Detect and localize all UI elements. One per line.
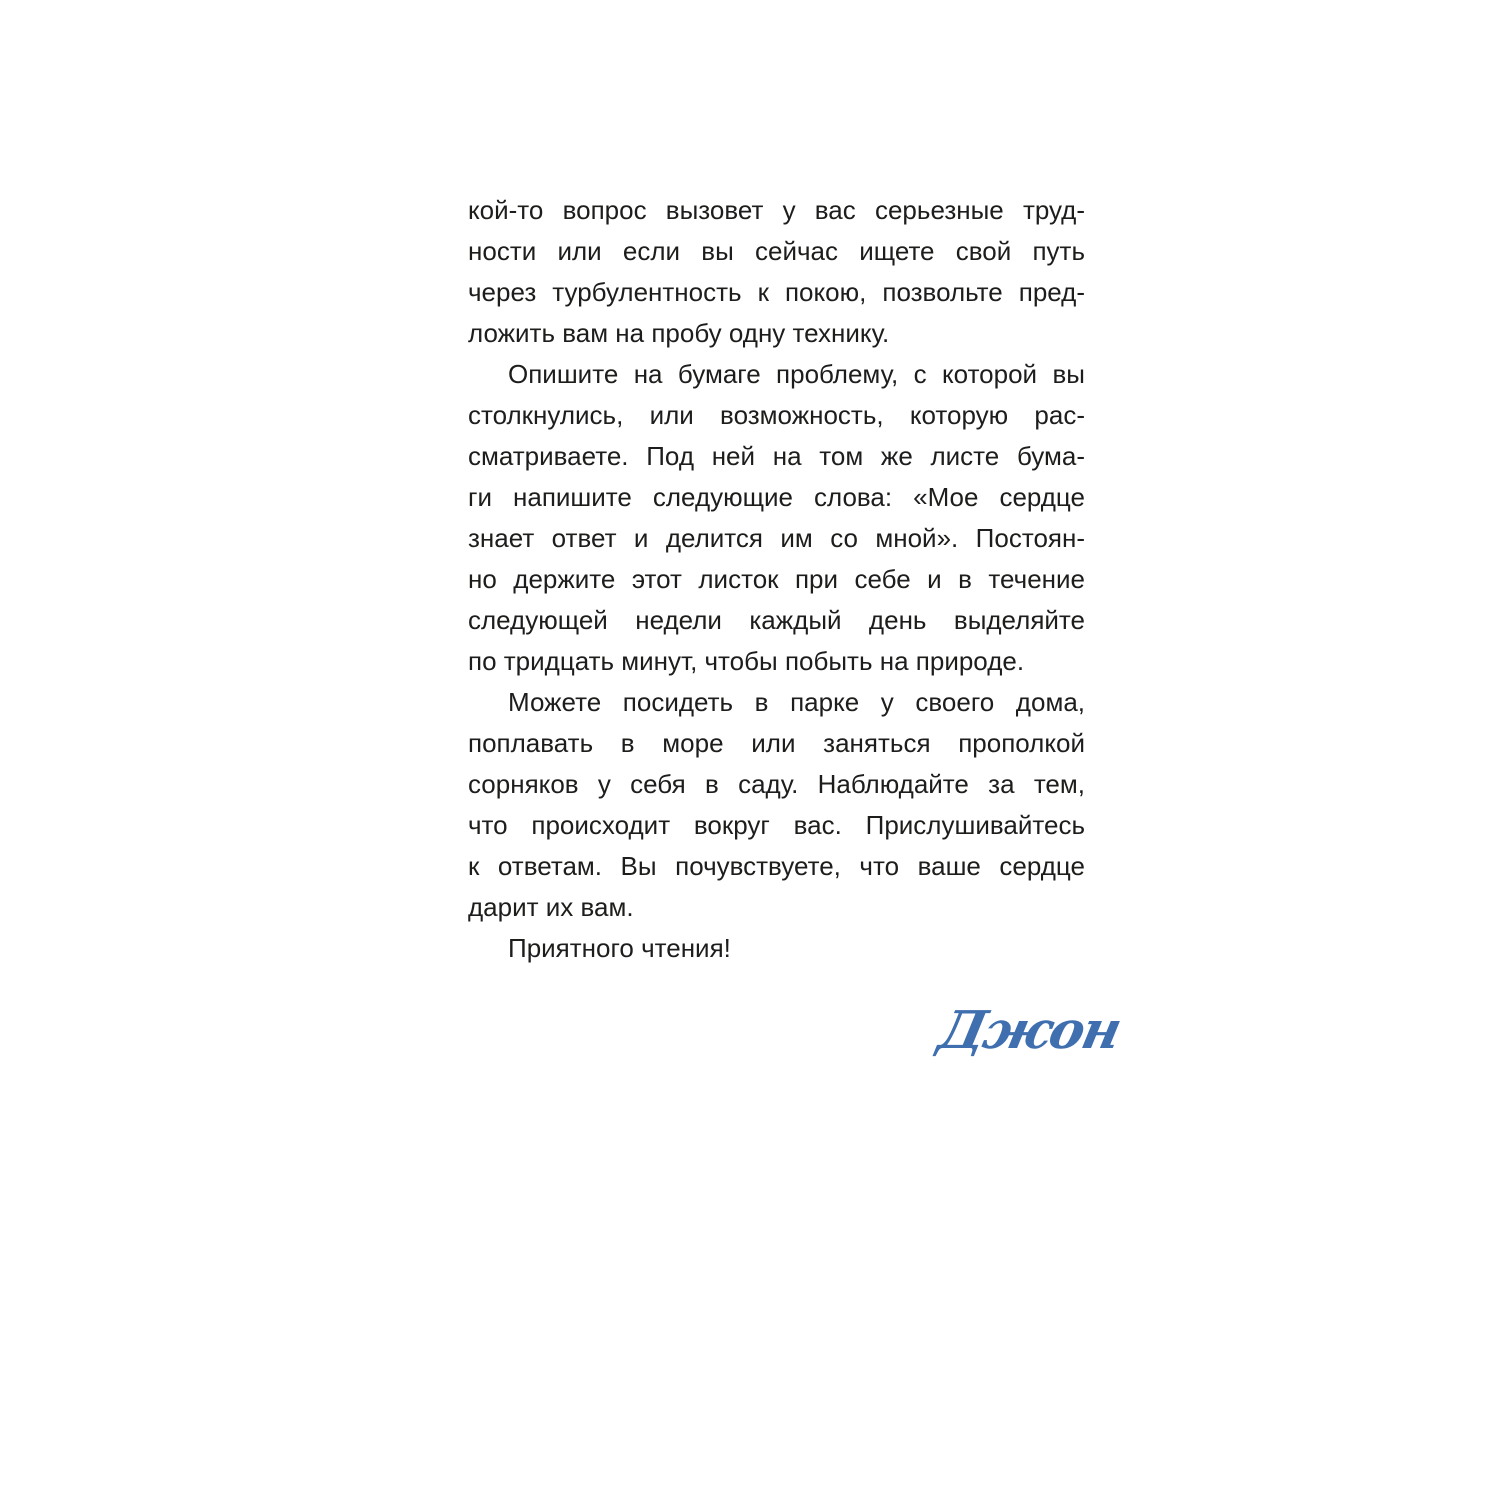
text-line: Можете посидеть в парке у своего дома, [508,687,1085,717]
paragraph [468,354,1085,682]
paragraph [468,682,1085,928]
text-line: сматриваете. Под ней на том же листе бума- [468,441,1085,471]
text-line: ги напишите следующие слова: «Мое сердце [468,482,1085,512]
text-line: дарит их вам. [468,892,634,922]
text-line: через турбулентность к покою, позвольте пред- [468,277,1085,307]
text-line: к ответам. Вы почувствуете, что ваше сердце [468,851,1085,881]
paragraph [468,190,1085,354]
page-body-text [468,190,1085,969]
text-line: по тридцать минут, чтобы побыть на природе. [468,646,1025,676]
text-line: столкнулись, или возможность, которую рас- [468,400,1085,430]
text-line: Опишите на бумаге проблему, с которой вы [508,359,1085,389]
text-line: сорняков у себя в саду. Наблюдайте за тем, [468,769,1085,799]
text-line: ложить вам на пробу одну технику. [468,318,890,348]
text-line: кой-то вопрос вызовет у вас серьезные труд- [468,195,1085,225]
text-line: ности или если вы сейчас ищете свой путь [468,236,1085,266]
text-line: знает ответ и делится им со мной». Постоян- [468,523,1085,553]
signature: Джон [933,1000,1126,1061]
text-line: что происходит вокруг вас. Прислушивайтесь [468,810,1085,840]
paragraph [468,928,1085,969]
text-line: поплавать в море или заняться прополкой [468,728,1085,758]
text-line: но держите этот листок при себе и в течение [468,564,1085,594]
text-line: следующей недели каждый день выделяйте [468,605,1085,635]
text-line: Приятного чтения! [508,933,731,963]
